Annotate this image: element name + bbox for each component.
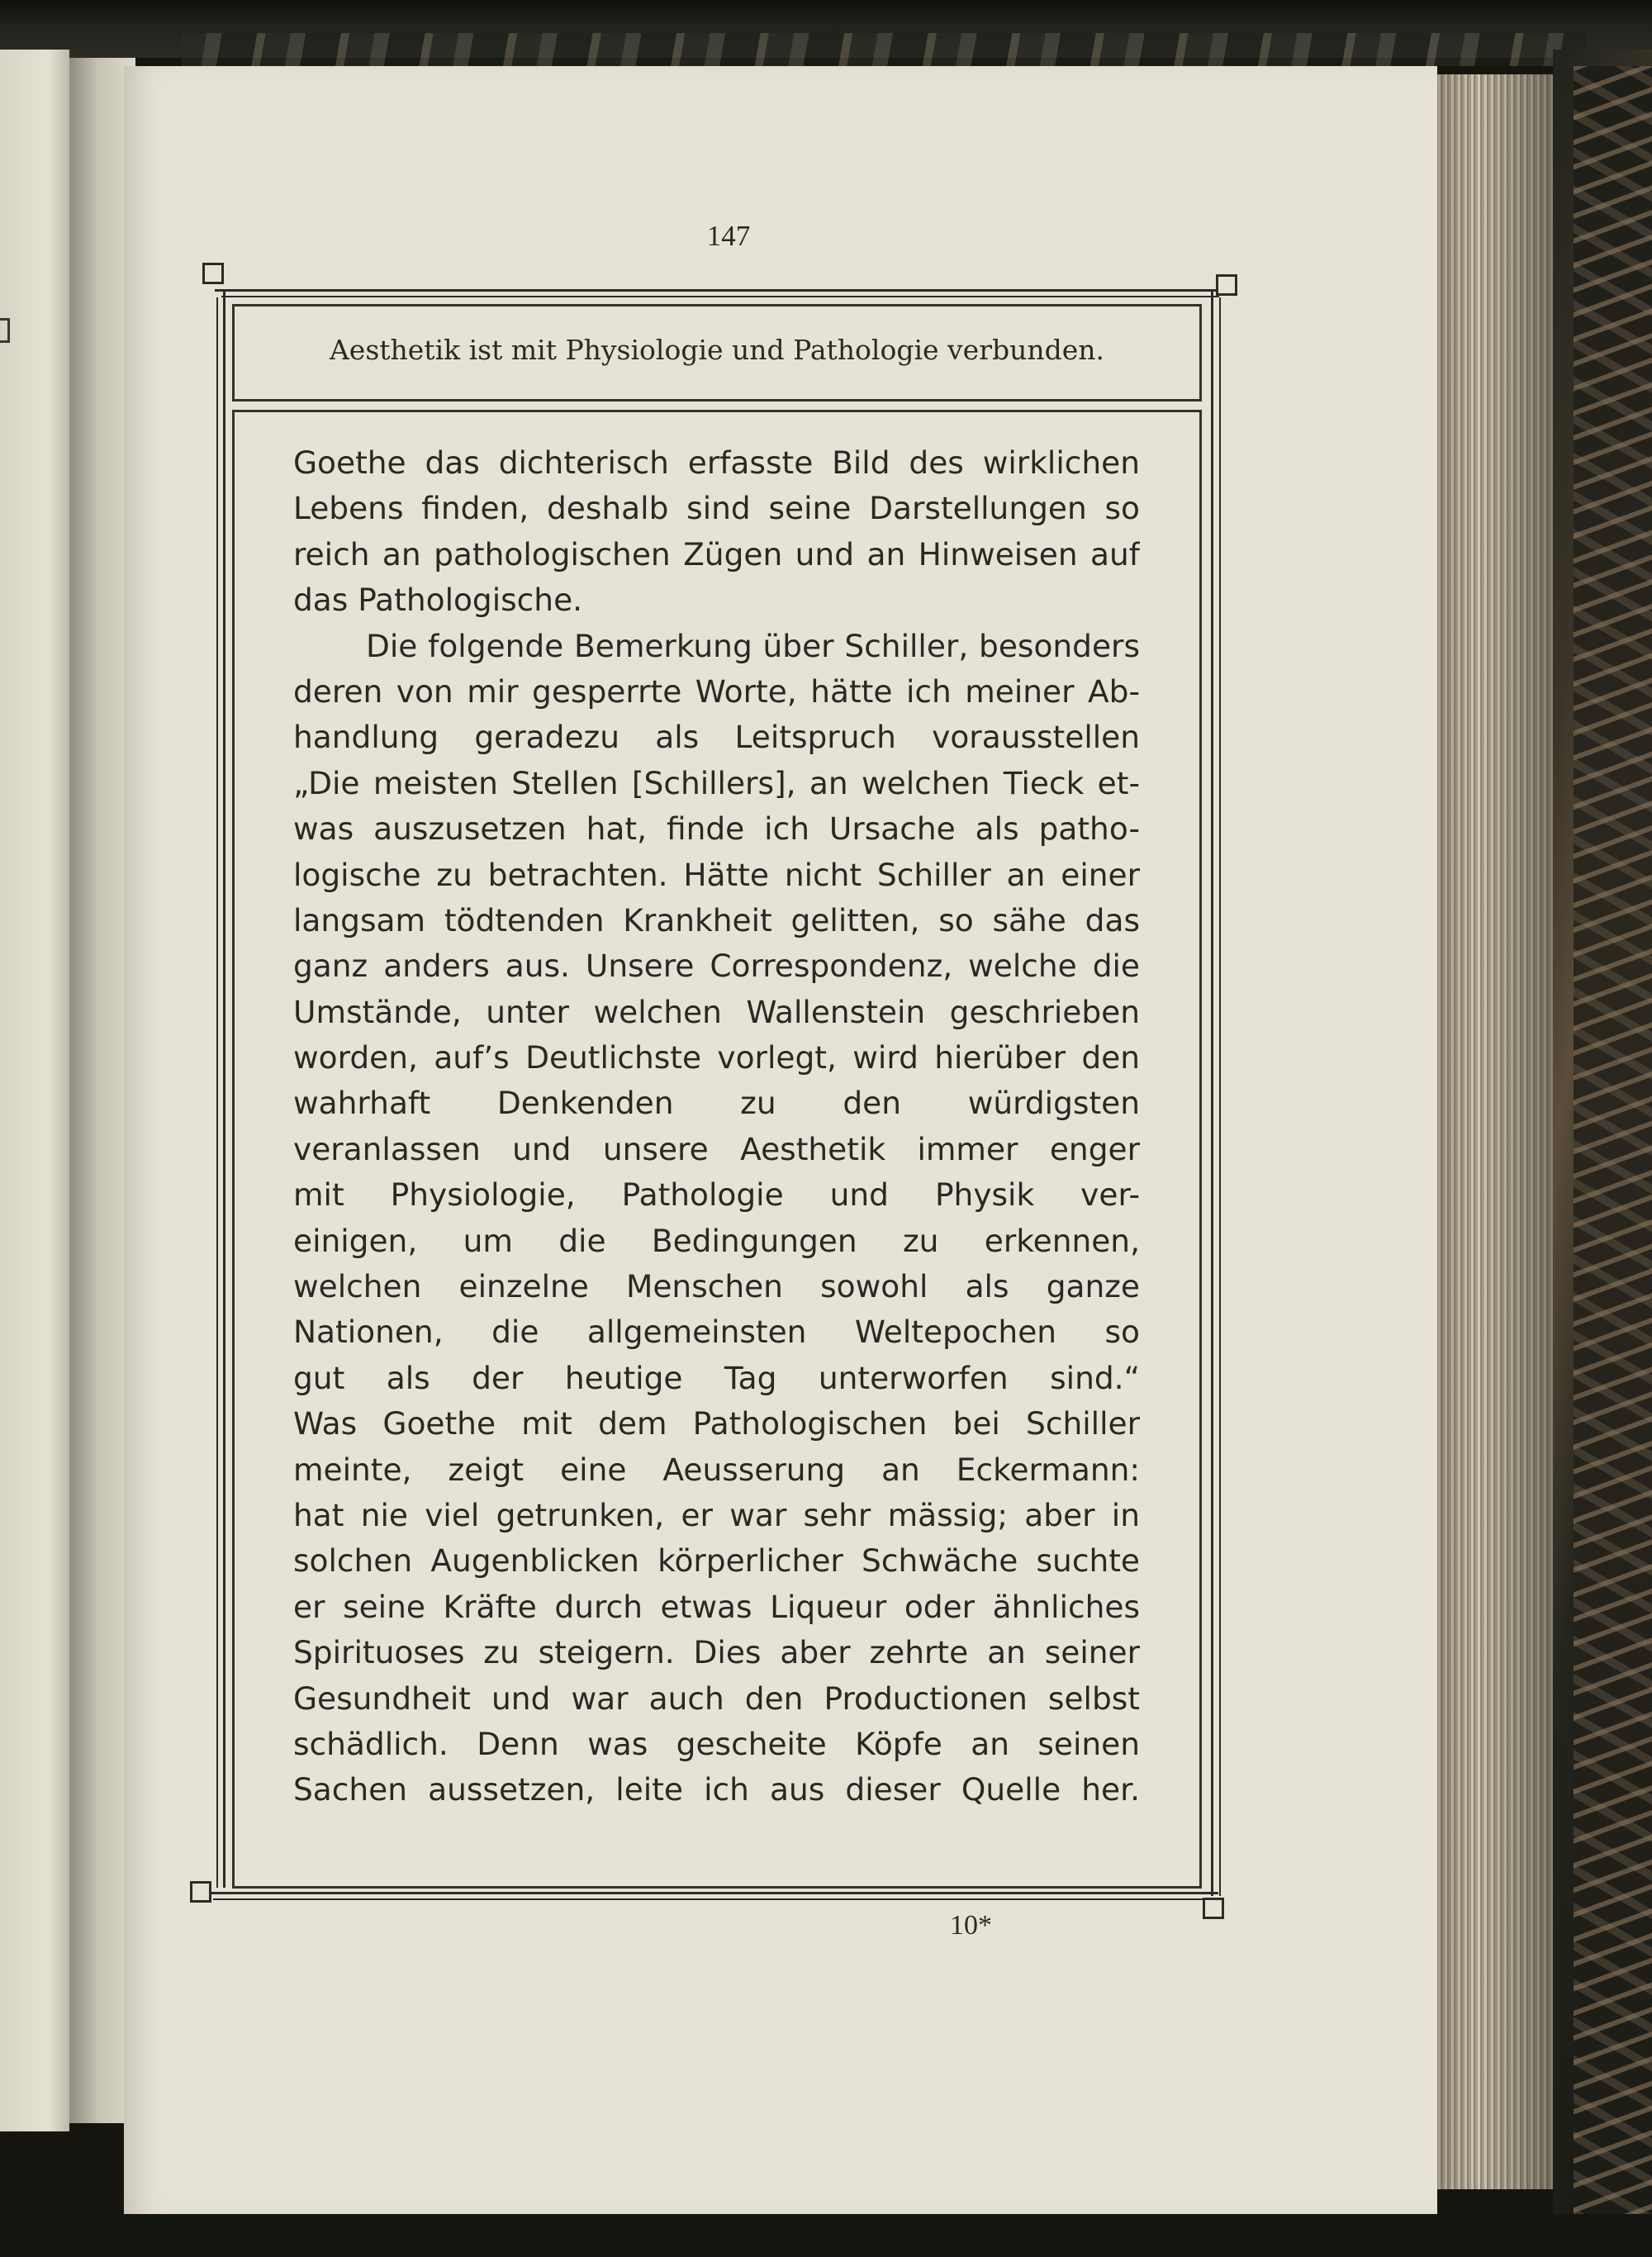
frame-right-inner-line xyxy=(1219,297,1221,1896)
text-line: das Pathologische. xyxy=(293,582,583,619)
frame-bottom-line xyxy=(206,1892,1218,1894)
text-line: gut als der heutige Tag unterworfen sind.“ xyxy=(293,1359,1140,1396)
text-line: Spirituoses zu steigern. Dies aber zehrte an seiner xyxy=(293,1634,1140,1671)
text-line: Goethe das dichterisch erfasste Bild des wirklichen xyxy=(293,444,1140,481)
text-line: wahrhaft Denkenden zu den würdigsten xyxy=(293,1085,1140,1122)
text-line: welchen einzelne Menschen sowohl als ganze xyxy=(293,1268,1140,1305)
text-line: veranlassen und unsere Aesthetik immer enger xyxy=(293,1130,1140,1167)
marbled-endpaper xyxy=(1574,66,1652,2255)
text-line: einigen, um die Bedingungen zu erkennen, xyxy=(293,1222,1140,1259)
text-line: mit Physiologie, Pathologie und Physik ver- xyxy=(293,1176,1140,1214)
frame-left-inner-line xyxy=(216,297,218,1888)
text-line: langsam tödtenden Krankheit gelitten, so sähe das xyxy=(293,901,1140,938)
left-page-edge xyxy=(0,50,69,2131)
running-head: Aesthetik ist mit Physiologie und Pathologie verbunden. xyxy=(329,334,1105,366)
text-line: Sachen aussetzen, leite ich aus dieser Quelle her. xyxy=(293,1771,1140,1808)
text-line: reich an pathologischen Zügen und an Hinweisen auf xyxy=(293,535,1140,573)
text-line: Was Goethe mit dem Pathologischen bei Schiller xyxy=(293,1405,1140,1442)
frame-bottom-inner-line xyxy=(213,1898,1221,1900)
text-line: was auszusetzen hat, finde ich Ursache als patho- xyxy=(293,810,1140,848)
text-line: logische zu betrachten. Hätte nicht Schiller an einer xyxy=(293,856,1140,893)
text-line: Nationen, die allgemeinsten Weltepochen so xyxy=(293,1314,1140,1351)
text-line: ganz anders aus. Unsere Correspondenz, welche die xyxy=(293,948,1140,985)
book-cover-bottom-edge xyxy=(0,2214,1652,2257)
page-number: 147 xyxy=(706,220,751,252)
frame-left-line xyxy=(223,289,225,1888)
text-line: Umstände, unter welchen Wallenstein geschrieben xyxy=(293,993,1140,1030)
frame-corner-bottom-left xyxy=(190,1881,211,1903)
text-line: Die folgende Bemerkung über Schiller, besonders xyxy=(366,627,1140,664)
frame-corner-top-right xyxy=(1216,274,1237,296)
text-line: hat nie viel getrunken, er war sehr mässig; aber in xyxy=(293,1496,1140,1533)
text-line: handlung geradezu als Leitspruch vorausstellen xyxy=(293,719,1140,756)
left-page-frame-corner xyxy=(0,318,10,343)
text-line: solchen Augenblicken körperlicher Schwäche suchte xyxy=(293,1542,1140,1580)
frame-top-inner-line xyxy=(221,296,1219,297)
frame-right-line xyxy=(1211,289,1213,1896)
text-line: Lebens finden, deshalb sind seine Darstellungen so xyxy=(293,490,1140,527)
frame-top-line xyxy=(215,289,1231,292)
text-line: er seine Kräfte durch etwas Liqueur oder ähnliches xyxy=(293,1588,1140,1625)
text-line: schädlich. Denn was gescheite Köpfe an seinen xyxy=(293,1725,1140,1762)
cover-texture xyxy=(182,33,1586,66)
text-line: worden, auf’s Deutlichste vorlegt, wird hierüber den xyxy=(293,1039,1140,1076)
frame-corner-top-left xyxy=(202,263,224,284)
page-edges-shadow xyxy=(1429,74,1553,2189)
body-text xyxy=(293,440,1140,1813)
signature-mark: 10* xyxy=(950,1910,992,1941)
frame-corner-bottom-right xyxy=(1203,1898,1224,1919)
text-line: meinte, zeigt eine Aeusserung an Eckermann: xyxy=(293,1451,1140,1488)
text-line: Gesundheit und war auch den Productionen selbst xyxy=(293,1680,1140,1717)
text-line: deren von mir gesperrte Worte, hätte ich meiner Ab- xyxy=(293,672,1140,710)
text-line: „Die meisten Stellen [Schillers], an welchen Tieck et- xyxy=(293,764,1140,801)
